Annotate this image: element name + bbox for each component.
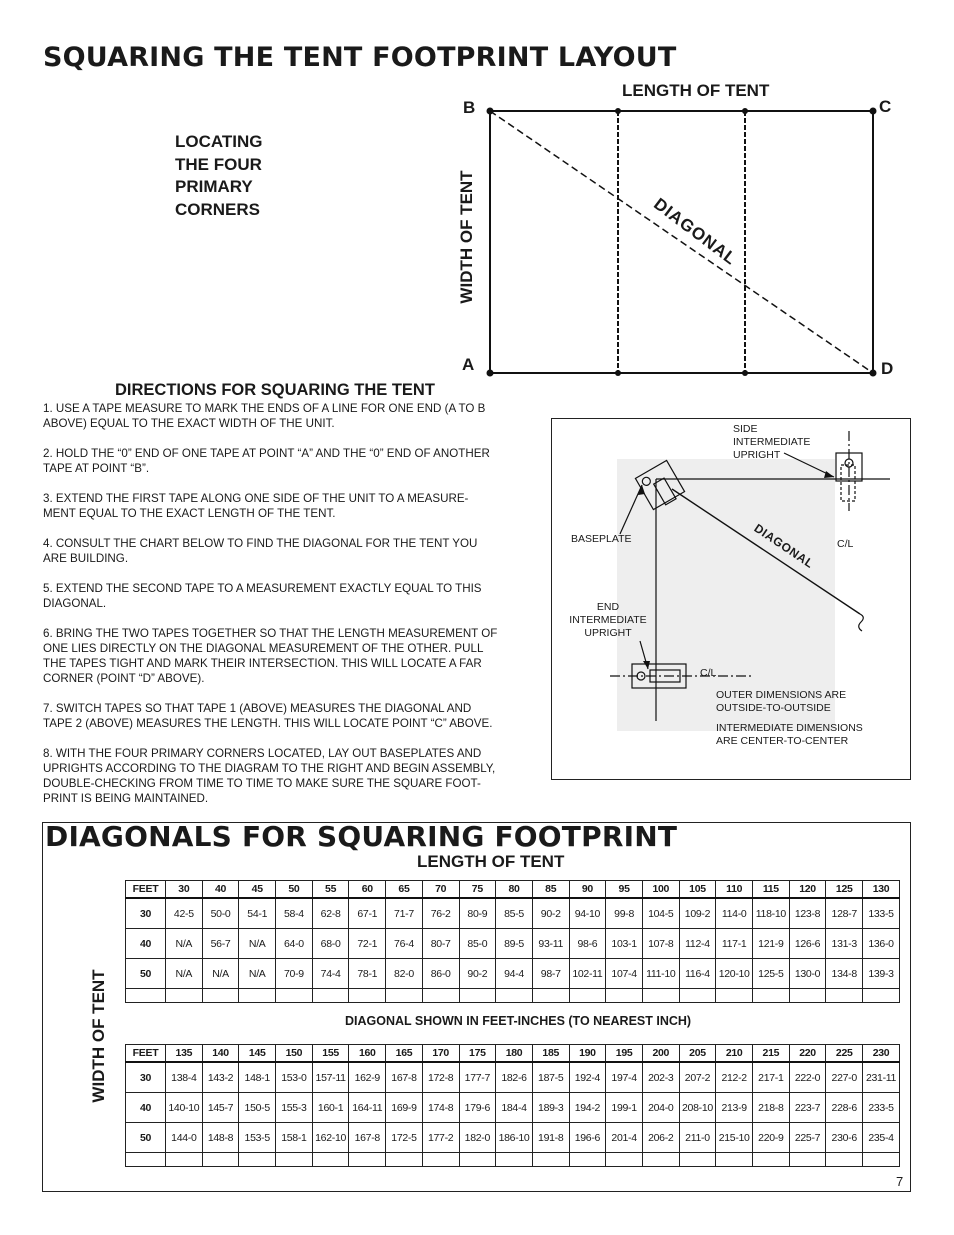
diagonal-value-cell: 179-6 [459,1093,496,1123]
diagonal-value-cell: 144-0 [166,1123,203,1153]
diagonal-value-cell: 98-6 [569,929,606,959]
diagonal-value-cell: 67-1 [349,898,386,929]
empty-cell [863,989,900,1003]
step-6: 6. BRING THE TWO TAPES TOGETHER SO THAT THE LENGTH MEASUREMENT OF ONE LIES DIRECTLY ON THE DIAGONAL MEASUREMENT OF THE OTHER. PULL THE TAPES TIGHT AND MARK THEIR INTERSECTION. THIS WILL LOCATE A FAR CORNER (POINT “D” ABOVE). [43,627,498,685]
diagonal-value-cell: 191-8 [532,1123,569,1153]
upright-top-1 [615,108,621,114]
table-header-row [126,881,900,899]
diagonal-value-cell: 167-8 [386,1062,423,1093]
length-header-cell: 185 [532,1045,569,1063]
empty-cell [826,1153,863,1167]
length-header-cell: 65 [386,881,423,899]
empty-cell [239,989,276,1003]
directions-steps [43,401,553,821]
length-header-cell: 215 [753,1045,790,1063]
diagonal-value-cell: 139-3 [863,959,900,989]
length-header-cell: 115 [753,881,790,899]
table-row [126,1093,900,1123]
empty-cell [606,989,643,1003]
diagonal-label: DIAGONAL [650,194,741,269]
diagonal-value-cell: 99-8 [606,898,643,929]
empty-cell [349,989,386,1003]
diagonal-value-cell: 98-7 [532,959,569,989]
empty-cell [532,1153,569,1167]
step-3: 3. EXTEND THE FIRST TAPE ALONG ONE SIDE OF THE UNIT TO A MEASURE- MENT EQUAL TO THE EXACT LENGTH OF THE TENT. [43,492,469,520]
empty-cell [789,989,826,1003]
diagonal-value-cell: 208-10 [679,1093,716,1123]
shaded-area-cut [597,459,617,731]
empty-cell [569,989,606,1003]
empty-cell [166,989,203,1003]
diagonal-value-cell: 199-1 [606,1093,643,1123]
diagonal-value-cell: 133-5 [863,898,900,929]
empty-cell [642,989,679,1003]
diagonal-value-cell: 107-4 [606,959,643,989]
length-header-cell: 135 [166,1045,203,1063]
length-header-cell: 130 [863,881,900,899]
diagonal-value-cell: 80-9 [459,898,496,929]
page-title: SQUARING THE TENT FOOTPRINT LAYOUT [43,42,677,73]
locating-corners-text: LOCATING THE FOUR PRIMARY CORNERS [175,132,263,219]
upright-bottom-2 [742,370,748,376]
step-5: 5. EXTEND THE SECOND TAPE TO A MEASUREMENT EXACTLY EQUAL TO THIS DIAGONAL. [43,582,482,610]
diagonal-value-cell: 78-1 [349,959,386,989]
diagonal-value-cell: 71-7 [386,898,423,929]
diagonal-value-cell: 182-0 [459,1123,496,1153]
table-row [126,959,900,989]
diagonal-value-cell: 138-4 [166,1062,203,1093]
empty-cell [166,1153,203,1167]
length-header-cell: 75 [459,881,496,899]
diagonal-value-cell: 222-0 [789,1062,826,1093]
empty-cell [496,989,533,1003]
diagonal-value-cell: 177-2 [422,1123,459,1153]
diagonal-value-cell: 76-2 [422,898,459,929]
length-header-cell: 200 [642,1045,679,1063]
diagonal-value-cell: 212-2 [716,1062,753,1093]
diagonal-value-cell: 121-9 [753,929,790,959]
diagonal-value-cell: 134-8 [826,959,863,989]
corner-a-label: A [462,355,475,374]
length-header-cell: 145 [239,1045,276,1063]
corner-b-label: B [463,98,476,117]
end-upright-label: END INTERMEDIATE UPRIGHT [569,601,647,639]
diagonal-value-cell: 123-8 [789,898,826,929]
step-8: 8. WITH THE FOUR PRIMARY CORNERS LOCATED, LAY OUT BASEPLATES AND UPRIGHTS ACCORDING TO THE DIAGRAM TO THE RIGHT AND BEGIN ASSEMBLY, DOUBLE-CHECKING FROM TIME TO TIME TO MAKE SURE THE SQUARE FOOT- PRINT IS BEING MAINTAINED. [43,747,496,805]
length-header-cell: 30 [166,881,203,899]
length-header-cell: 165 [386,1045,423,1063]
empty-cell [386,989,423,1003]
length-header-cell: 60 [349,881,386,899]
diagonal-value-cell: 130-0 [789,959,826,989]
diagonal-value-cell: 76-4 [386,929,423,959]
diagonal-value-cell: 182-6 [496,1062,533,1093]
diagonal-value-cell: 227-0 [826,1062,863,1093]
diagonal-value-cell: 177-7 [459,1062,496,1093]
empty-cell [606,1153,643,1167]
diagonal-value-cell: 58-4 [276,898,313,929]
diagonal-value-cell: 42-5 [166,898,203,929]
step-4: 4. CONSULT THE CHART BELOW TO FIND THE DIAGONAL FOR THE TENT YOU ARE BUILDING. [43,537,478,565]
length-header-cell: 175 [459,1045,496,1063]
diagonal-value-cell: 162-9 [349,1062,386,1093]
corner-d-point [870,370,877,377]
end-cl-label: C/L [700,667,717,679]
diagonal-value-cell: 167-8 [349,1123,386,1153]
diagonal-value-cell: N/A [166,959,203,989]
diagonal-value-cell: 150-5 [239,1093,276,1123]
length-header-cell: 180 [496,1045,533,1063]
empty-cell [126,1153,166,1167]
diagonal-line [490,111,873,373]
diagonal-value-cell: 136-0 [863,929,900,959]
diagonal-value-cell: 80-7 [422,929,459,959]
diagonal-value-cell: 215-10 [716,1123,753,1153]
empty-cell [496,1153,533,1167]
diagonal-value-cell: 207-2 [679,1062,716,1093]
diagonal-value-cell: 201-4 [606,1123,643,1153]
diagonal-value-cell: N/A [239,959,276,989]
diagonal-value-cell: 153-5 [239,1123,276,1153]
diagonal-value-cell: 192-4 [569,1062,606,1093]
header-feet-cell: FEET [126,1045,166,1063]
table-end-row [126,989,900,1003]
empty-cell [863,1153,900,1167]
chart-width-label: WIDTH OF TENT [89,969,108,1103]
diagonal-value-cell: 217-1 [753,1062,790,1093]
diagonal-value-cell: 94-10 [569,898,606,929]
empty-cell [716,1153,753,1167]
side-upright-label: SIDE INTERMEDIATE UPRIGHT [733,423,811,461]
diagonal-value-cell: 102-11 [569,959,606,989]
diagonal-value-cell: 89-5 [496,929,533,959]
empty-cell [312,989,349,1003]
diagonal-value-cell: 189-3 [532,1093,569,1123]
empty-cell [349,1153,386,1167]
diagonal-value-cell: 213-9 [716,1093,753,1123]
width-cell: 30 [126,1062,166,1093]
outer-dimensions-note: OUTER DIMENSIONS ARE OUTSIDE-TO-OUTSIDE [716,689,847,714]
length-header-cell: 170 [422,1045,459,1063]
diagonal-value-cell: 186-10 [496,1123,533,1153]
diagonal-value-cell: 197-4 [606,1062,643,1093]
diagonal-value-cell: 218-8 [753,1093,790,1123]
diagonal-table-2 [125,1044,900,1167]
empty-cell [422,989,459,1003]
diagonal-value-cell: 174-8 [422,1093,459,1123]
diagonal-value-cell: 125-5 [753,959,790,989]
diagonal-value-cell: 82-0 [386,959,423,989]
length-header-cell: 95 [606,881,643,899]
step-1: 1. USE A TAPE MEASURE TO MARK THE ENDS OF A LINE FOR ONE END (A TO B ABOVE) EQUAL TO THE EXACT WIDTH OF THE UNIT. [43,402,486,430]
width-cell: 30 [126,898,166,929]
empty-cell [276,1153,313,1167]
diagonal-value-cell: 104-5 [642,898,679,929]
corner-c-label: C [879,97,892,116]
directions-heading: DIRECTIONS FOR SQUARING THE TENT [115,381,435,399]
diagonal-value-cell: 148-1 [239,1062,276,1093]
diagonal-value-cell: 187-5 [532,1062,569,1093]
length-header-cell: 70 [422,881,459,899]
table-row [126,898,900,929]
width-cell: 40 [126,929,166,959]
empty-cell [532,989,569,1003]
diagonal-value-cell: 103-1 [606,929,643,959]
header-feet-cell: FEET [126,881,166,899]
diagonal-value-cell: 56-7 [202,929,239,959]
diagonal-value-cell: 54-1 [239,898,276,929]
length-header-cell: 150 [276,1045,313,1063]
detail-diagonal-label: DIAGONAL [751,520,817,572]
diagonal-value-cell: 162-10 [312,1123,349,1153]
table-row [126,1062,900,1093]
diagonal-value-cell: 85-5 [496,898,533,929]
length-header-cell: 140 [202,1045,239,1063]
diagonal-value-cell: 116-4 [679,959,716,989]
diagonal-value-cell: 211-0 [679,1123,716,1153]
diagonal-value-cell: 90-2 [459,959,496,989]
width-of-tent-label: WIDTH OF TENT [457,170,476,304]
diagonal-value-cell: 68-0 [312,929,349,959]
diagonal-value-cell: 172-8 [422,1062,459,1093]
diagonal-value-cell: 112-4 [679,929,716,959]
diagonal-value-cell: 233-5 [863,1093,900,1123]
page-number: 7 [896,1174,904,1189]
diagonal-value-cell: 153-0 [276,1062,313,1093]
length-header-cell: 195 [606,1045,643,1063]
empty-cell [202,1153,239,1167]
diagonal-value-cell: N/A [239,929,276,959]
length-header-cell: 125 [826,881,863,899]
chart-note: DIAGONAL SHOWN IN FEET-INCHES (TO NEAREST INCH) [345,1014,692,1028]
diagonal-value-cell: 157-11 [312,1062,349,1093]
empty-cell [753,1153,790,1167]
width-cell: 50 [126,1123,166,1153]
diagonal-value-cell: 94-4 [496,959,533,989]
intermediate-dimensions-note: INTERMEDIATE DIMENSIONS ARE CENTER-TO-CENTER [716,722,863,747]
diagonal-value-cell: 220-9 [753,1123,790,1153]
diagonal-value-cell: 223-7 [789,1093,826,1123]
diagonal-value-cell: 86-0 [422,959,459,989]
baseplate-label: BASEPLATE [571,533,632,545]
diagonal-value-cell: 143-2 [202,1062,239,1093]
empty-cell [789,1153,826,1167]
diagonal-value-cell: 194-2 [569,1093,606,1123]
diagonal-value-cell: 62-8 [312,898,349,929]
diagonal-value-cell: 196-6 [569,1123,606,1153]
length-header-cell: 85 [532,881,569,899]
empty-cell [126,989,166,1003]
diagonal-value-cell: 160-1 [312,1093,349,1123]
diagonal-value-cell: N/A [166,929,203,959]
empty-cell [679,989,716,1003]
corner-d-label: D [881,359,894,378]
corner-c-point [870,108,877,115]
empty-cell [312,1153,349,1167]
diagonal-value-cell: 70-9 [276,959,313,989]
length-header-cell: 40 [202,881,239,899]
diagonal-value-cell: 114-0 [716,898,753,929]
empty-cell [753,989,790,1003]
diagonal-value-cell: 117-1 [716,929,753,959]
detail-diagram-box [551,418,911,780]
diagonal-value-cell: 204-0 [642,1093,679,1123]
length-header-cell: 55 [312,881,349,899]
diagonal-value-cell: 184-4 [496,1093,533,1123]
diagonal-value-cell: 158-1 [276,1123,313,1153]
length-header-cell: 120 [789,881,826,899]
diagonal-value-cell: 148-8 [202,1123,239,1153]
table-end-row [126,1153,900,1167]
empty-cell [386,1153,423,1167]
length-header-cell: 100 [642,881,679,899]
empty-cell [826,989,863,1003]
corner-a-point [487,370,494,377]
length-of-tent-label: LENGTH OF TENT [622,81,770,100]
length-header-cell: 205 [679,1045,716,1063]
diagonal-value-cell: 118-10 [753,898,790,929]
length-header-cell: 160 [349,1045,386,1063]
empty-cell [239,1153,276,1167]
side-cl-label: C/L [837,538,854,550]
length-header-cell: 230 [863,1045,900,1063]
diagonal-value-cell: 145-7 [202,1093,239,1123]
chart-length-label: LENGTH OF TENT [417,852,565,871]
empty-cell [716,989,753,1003]
empty-cell [459,1153,496,1167]
diagonal-value-cell: 164-11 [349,1093,386,1123]
diagonal-value-cell: 131-3 [826,929,863,959]
length-header-cell: 220 [789,1045,826,1063]
empty-cell [202,989,239,1003]
empty-cell [642,1153,679,1167]
diagonal-value-cell: 64-0 [276,929,313,959]
diagonal-value-cell: 140-10 [166,1093,203,1123]
step-7: 7. SWITCH TAPES SO THAT TAPE 1 (ABOVE) MEASURES THE DIAGONAL AND TAPE 2 (ABOVE) MEASURES THE LENGTH. THIS WILL LOCATE POINT “C” ABOVE. [43,702,493,730]
width-cell: 50 [126,959,166,989]
table-header-row [126,1045,900,1063]
length-header-cell: 155 [312,1045,349,1063]
diagonal-value-cell: 74-4 [312,959,349,989]
diagonal-value-cell: 128-7 [826,898,863,929]
diagonal-value-cell: 90-2 [532,898,569,929]
diagonal-value-cell: 228-6 [826,1093,863,1123]
footprint-diagram [0,0,954,400]
corner-b-point [487,108,494,115]
diagonal-value-cell: 169-9 [386,1093,423,1123]
diagonal-value-cell: 120-10 [716,959,753,989]
diagonal-value-cell: 107-8 [642,929,679,959]
upright-top-2 [742,108,748,114]
side-upright [841,465,855,501]
length-header-cell: 110 [716,881,753,899]
diagonal-value-cell: 50-0 [202,898,239,929]
empty-cell [422,1153,459,1167]
length-header-cell: 80 [496,881,533,899]
diagonal-value-cell: 85-0 [459,929,496,959]
diagonal-break [859,614,864,631]
step-2: 2. HOLD THE “0” END OF ONE TAPE AT POINT “A” AND THE “0” END OF ANOTHER TAPE AT POINT “B”. [43,447,490,475]
diagonal-value-cell: 231-11 [863,1062,900,1093]
table-row [126,929,900,959]
diagonal-value-cell: 172-5 [386,1123,423,1153]
diagonal-value-cell: 235-4 [863,1123,900,1153]
length-header-cell: 210 [716,1045,753,1063]
diagonal-value-cell: 206-2 [642,1123,679,1153]
upright-bottom-1 [615,370,621,376]
length-header-cell: 105 [679,881,716,899]
diagonal-value-cell: 225-7 [789,1123,826,1153]
length-header-cell: 225 [826,1045,863,1063]
diagonal-value-cell: 72-1 [349,929,386,959]
length-header-cell: 50 [276,881,313,899]
empty-cell [569,1153,606,1167]
length-header-cell: 45 [239,881,276,899]
diagonal-value-cell: 111-10 [642,959,679,989]
diagonal-value-cell: 126-6 [789,929,826,959]
diagonal-value-cell: 155-3 [276,1093,313,1123]
empty-cell [679,1153,716,1167]
table-row [126,1123,900,1153]
length-header-cell: 90 [569,881,606,899]
diagonal-table-1 [125,880,900,1003]
diagonal-value-cell: 230-6 [826,1123,863,1153]
diagonal-value-cell: N/A [202,959,239,989]
diagonal-value-cell: 109-2 [679,898,716,929]
empty-cell [276,989,313,1003]
empty-cell [459,989,496,1003]
chart-section-title: DIAGONALS FOR SQUARING FOOTPRINT [45,820,678,853]
diagonal-value-cell: 93-11 [532,929,569,959]
length-header-cell: 190 [569,1045,606,1063]
width-cell: 40 [126,1093,166,1123]
diagonal-value-cell: 202-3 [642,1062,679,1093]
